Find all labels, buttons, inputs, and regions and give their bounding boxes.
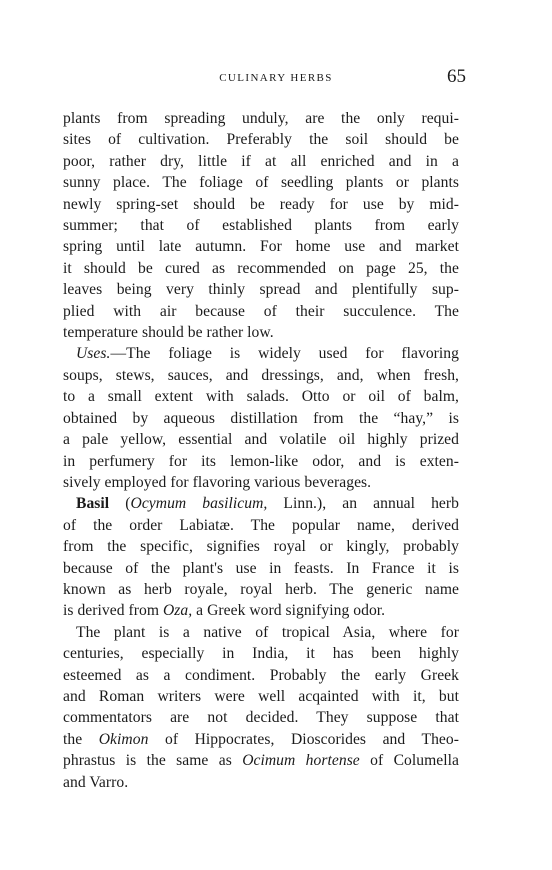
basil-paren: ( bbox=[125, 495, 131, 513]
text-line: leaves being very thinly spread and plentifully sup- bbox=[63, 281, 459, 299]
body-text bbox=[63, 108, 459, 793]
uses-heading: Uses. bbox=[76, 345, 111, 363]
text-line: newly spring-set should be ready for use by mid- bbox=[63, 195, 459, 213]
text-line: sively employed for flavoring various beverages. bbox=[63, 473, 372, 491]
text-line: obtained by aqueous distillation from the “hay,” is bbox=[63, 409, 459, 427]
text-line: known as herb royale, royal herb. The generic name bbox=[63, 580, 459, 598]
paragraph-basil bbox=[63, 493, 459, 621]
text-line bbox=[63, 493, 459, 514]
text-line bbox=[63, 729, 459, 750]
text-line: spring until late autumn. For home use and market bbox=[63, 238, 459, 256]
text-line: commentators are not decided. They suppose that bbox=[63, 709, 459, 727]
italic-term: Ocimum hortense bbox=[242, 752, 360, 770]
text-line: summer; that of established plants from early bbox=[63, 217, 459, 235]
text-line: sunny place. The foliage of seedling plants or plants bbox=[63, 174, 459, 192]
text-line: poor, rather dry, little if at all enriched and in a bbox=[63, 152, 459, 170]
text-line: of the order Labiatæ. The popular name, derived bbox=[63, 516, 459, 534]
running-title: CULINARY HERBS bbox=[219, 72, 333, 84]
text-line: in perfumery for its lemon-like odor, and is exten- bbox=[63, 452, 459, 470]
text-segment: of Columella bbox=[359, 752, 459, 770]
paragraph-continued bbox=[63, 108, 459, 343]
text-line: The plant is a native of tropical Asia, where for bbox=[76, 623, 459, 641]
text-segment: phrastus is the same as bbox=[63, 752, 243, 770]
text-line: centuries, especially in India, it has been highly bbox=[63, 645, 459, 663]
text-line: it should be cured as recommended on page 25, the bbox=[63, 259, 459, 277]
text-line: plants from spreading unduly, are the only requi- bbox=[63, 110, 459, 127]
page-number: 65 bbox=[447, 66, 466, 87]
text-segment: of Hippocrates, Dioscorides and Theo- bbox=[148, 730, 459, 748]
text-line: temperature should be rather low. bbox=[63, 324, 274, 342]
text-line: sites of cultivation. Preferably the soil should be bbox=[63, 131, 459, 149]
text-line: because of the plant's use in feasts. In France it is bbox=[63, 559, 459, 577]
text-line bbox=[63, 750, 459, 771]
text-segment: the bbox=[63, 730, 99, 748]
text-line: and Roman writers were well acqainted with it, but bbox=[63, 687, 459, 705]
text-line: and Varro. bbox=[63, 773, 129, 791]
text-line: from the specific, signifies royal or kingly, probably bbox=[63, 538, 459, 556]
italic-term: Oza, bbox=[162, 602, 193, 620]
text-line bbox=[63, 600, 459, 621]
uses-text: —The foliage is widely used for flavoring bbox=[110, 345, 459, 363]
text-line bbox=[63, 343, 459, 364]
text-line: plied with air because of their succulence. The bbox=[63, 302, 459, 320]
paragraph-origin bbox=[63, 622, 459, 793]
running-head bbox=[0, 66, 552, 94]
paragraph-uses bbox=[63, 343, 459, 493]
italic-term: Okimon bbox=[98, 730, 149, 748]
text-line: soups, stews, sauces, and dressings, and, when fresh, bbox=[63, 366, 459, 384]
basil-text: Linn.), an annual herb bbox=[267, 495, 459, 513]
text-line: a pale yellow, essential and volatile oil highly prized bbox=[63, 431, 459, 449]
basil-latin-name: Ocymum basilicum, bbox=[130, 495, 268, 513]
basil-headword: Basil bbox=[76, 495, 110, 513]
text-line: to a small extent with salads. Otto or oil of balm, bbox=[63, 388, 459, 406]
text-line: esteemed as a condiment. Probably the early Greek bbox=[63, 666, 459, 684]
text-segment: is derived from bbox=[63, 602, 163, 620]
text-segment: a Greek word signifying odor. bbox=[192, 602, 386, 620]
